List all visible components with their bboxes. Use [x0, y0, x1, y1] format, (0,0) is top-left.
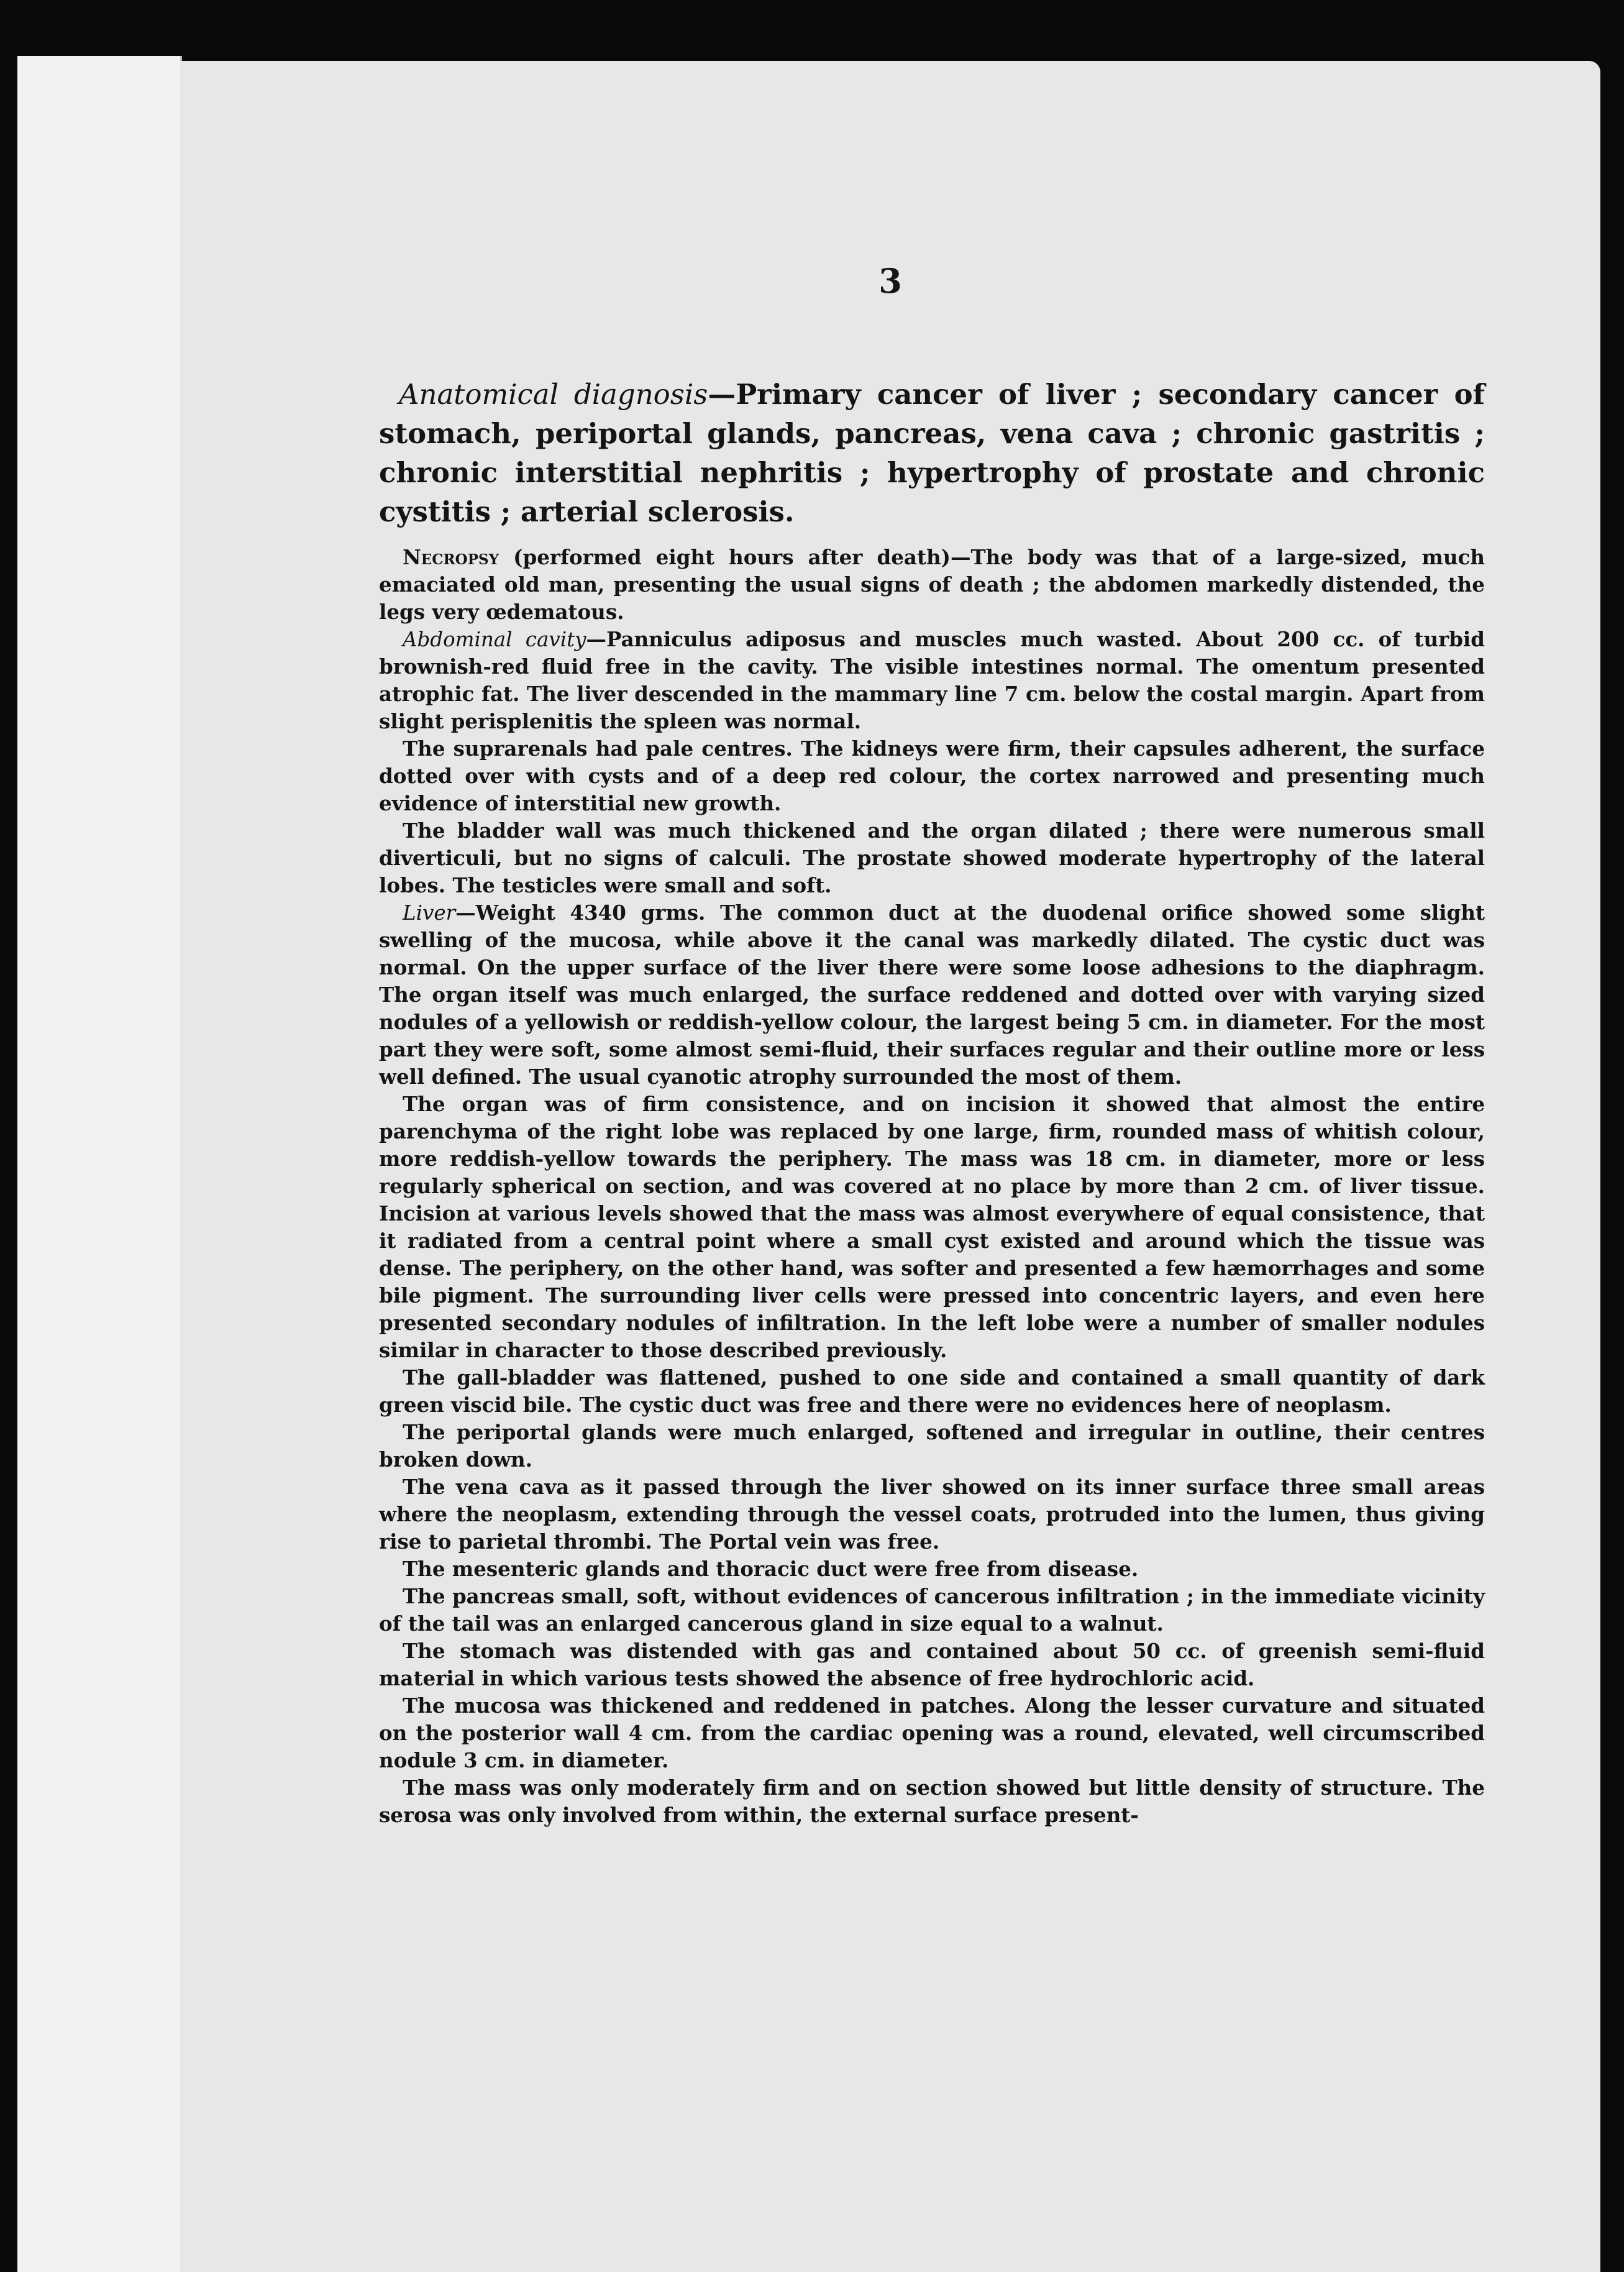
report-paragraph: [379, 1692, 1485, 1774]
scan-left-margin: [17, 56, 182, 2272]
diagnosis-label: Anatomical diagnosis: [399, 378, 708, 411]
report-paragraph: [379, 1091, 1485, 1364]
report-paragraph: [379, 544, 1485, 626]
paragraph-text: The stomach was distended with gas and contained about 50 cc. of greenish semi-fluid material in which various tests showed the absence of free hydrochloric acid.: [379, 1639, 1485, 1690]
report-paragraph: [379, 1555, 1485, 1583]
paragraph-lead: Abdominal cavity: [403, 628, 586, 651]
paragraph-text: The bladder wall was much thickened and the organ dilated ; there were numerous small diverticuli, but no signs of calculi. The prostate showed moderate hypertrophy of the lateral lobes. The testicles were small and soft.: [379, 818, 1485, 897]
necropsy-report: [379, 544, 1485, 1829]
paragraph-text: The organ was of firm consistence, and on incision it showed that almost the entire parenchyma of the right lobe was replaced by one large, firm, rounded mass of whitish colour, more reddish-yellow towards the periphery. The mass was 18 cm. in diameter, more or less regularly spherical on section, and was covered at no place by more than 2 cm. of liver tissue. Incision at various levels showed that the mass was almost everywhere of equal consistence, that it radiated from a central point where a small cyst existed and around which the tissue was dense. The periphery, on the other hand, was softer and presented a few hæmorrhages and some bile pigment. The surrounding liver cells were pressed into concentric layers, and even here presented secondary nodules of infiltration. In the left lobe were a number of smaller nodules similar in character to those described previously.: [379, 1092, 1485, 1362]
paragraph-text: —Panniculus adiposus and muscles much wasted. About 200 cc. of turbid brownish-red fluid free in the cavity. The visible intestines normal. The omentum presented atrophic fat. The liver descended in the mammary line 7 cm. below the costal margin. Apart from slight perisplenitis the spleen was normal.: [379, 627, 1485, 733]
paragraph-text: —Weight 4340 grms. The common duct at the duodenal orifice showed some slight swelling of the mucosa, while above it the canal was markedly dilated. The cystic duct was normal. On the upper surface of the liver there were some loose adhesions to the diaphragm. The organ itself was much enlarged, the surface reddened and dotted over with varying sized nodules of a yellowish or reddish-yellow colour, the largest being 5 cm. in diameter. For the most part they were soft, some almost semi-fluid, their surfaces regular and their outline more or less well defined. The usual cyanotic atrophy surrounded the most of them.: [379, 900, 1485, 1089]
paragraph-text: The mass was only moderately firm and on section showed but little density of structure. The serosa was only involved from within, the external surface present-: [379, 1775, 1485, 1827]
report-paragraph: [379, 1583, 1485, 1638]
report-paragraph: [379, 1638, 1485, 1692]
paragraph-text: The pancreas small, soft, without evidences of cancerous infiltration ; in the immediate vicinity of the tail was an enlarged cancerous gland in size equal to a walnut.: [379, 1584, 1485, 1636]
page-number: 3: [878, 261, 902, 301]
report-paragraph: [379, 1419, 1485, 1473]
paragraph-text: The mucosa was thickened and reddened in patches. Along the lesser curvature and situated on the posterior wall 4 cm. from the cardiac opening was a round, elevated, well circumscribed nodule 3 cm. in diameter.: [379, 1693, 1485, 1772]
paragraph-text: (performed eight hours after death)—The body was that of a large-sized, much emaciated old man, presenting the usual signs of death ; the abdomen markedly distended, the legs very œdematous.: [379, 545, 1485, 624]
paragraph-heading: Necropsy: [403, 545, 500, 569]
document-page: [180, 61, 1600, 2272]
report-paragraph: [379, 735, 1485, 817]
paragraph-lead: Liver: [403, 901, 456, 925]
anatomical-diagnosis: [379, 375, 1485, 531]
paragraph-text: The suprarenals had pale centres. The kidneys were firm, their capsules adherent, the surface dotted over with cysts and of a deep red colour, the cortex narrowed and presenting much evidence of interstitial new growth.: [379, 736, 1485, 815]
report-paragraph: [379, 817, 1485, 899]
diagnosis-text: —Primary cancer of liver ; secondary cancer of stomach, periportal glands, pancreas, vena cava ; chronic gastritis ; chronic interstitial nephritis ; hypertrophy of prostate and chronic cystitis ; arterial sclerosis.: [379, 378, 1485, 528]
document-body: [379, 375, 1485, 1829]
report-paragraph: [379, 899, 1485, 1091]
report-paragraph: [379, 626, 1485, 735]
paragraph-text: The vena cava as it passed through the liver showed on its inner surface three small areas where the neoplasm, extending through the vessel coats, protruded into the lumen, thus giving rise to parietal thrombi. The Portal vein was free.: [379, 1475, 1485, 1554]
report-paragraph: [379, 1774, 1485, 1829]
paragraph-text: The mesenteric glands and thoracic duct were free from disease.: [403, 1557, 1139, 1581]
report-paragraph: [379, 1473, 1485, 1555]
paragraph-text: The periportal glands were much enlarged, softened and irregular in outline, their centres broken down.: [379, 1420, 1485, 1472]
report-paragraph: [379, 1364, 1485, 1419]
paragraph-text: The gall-bladder was flattened, pushed to one side and contained a small quantity of dark green viscid bile. The cystic duct was free and there were no evidences here of neoplasm.: [379, 1365, 1485, 1417]
